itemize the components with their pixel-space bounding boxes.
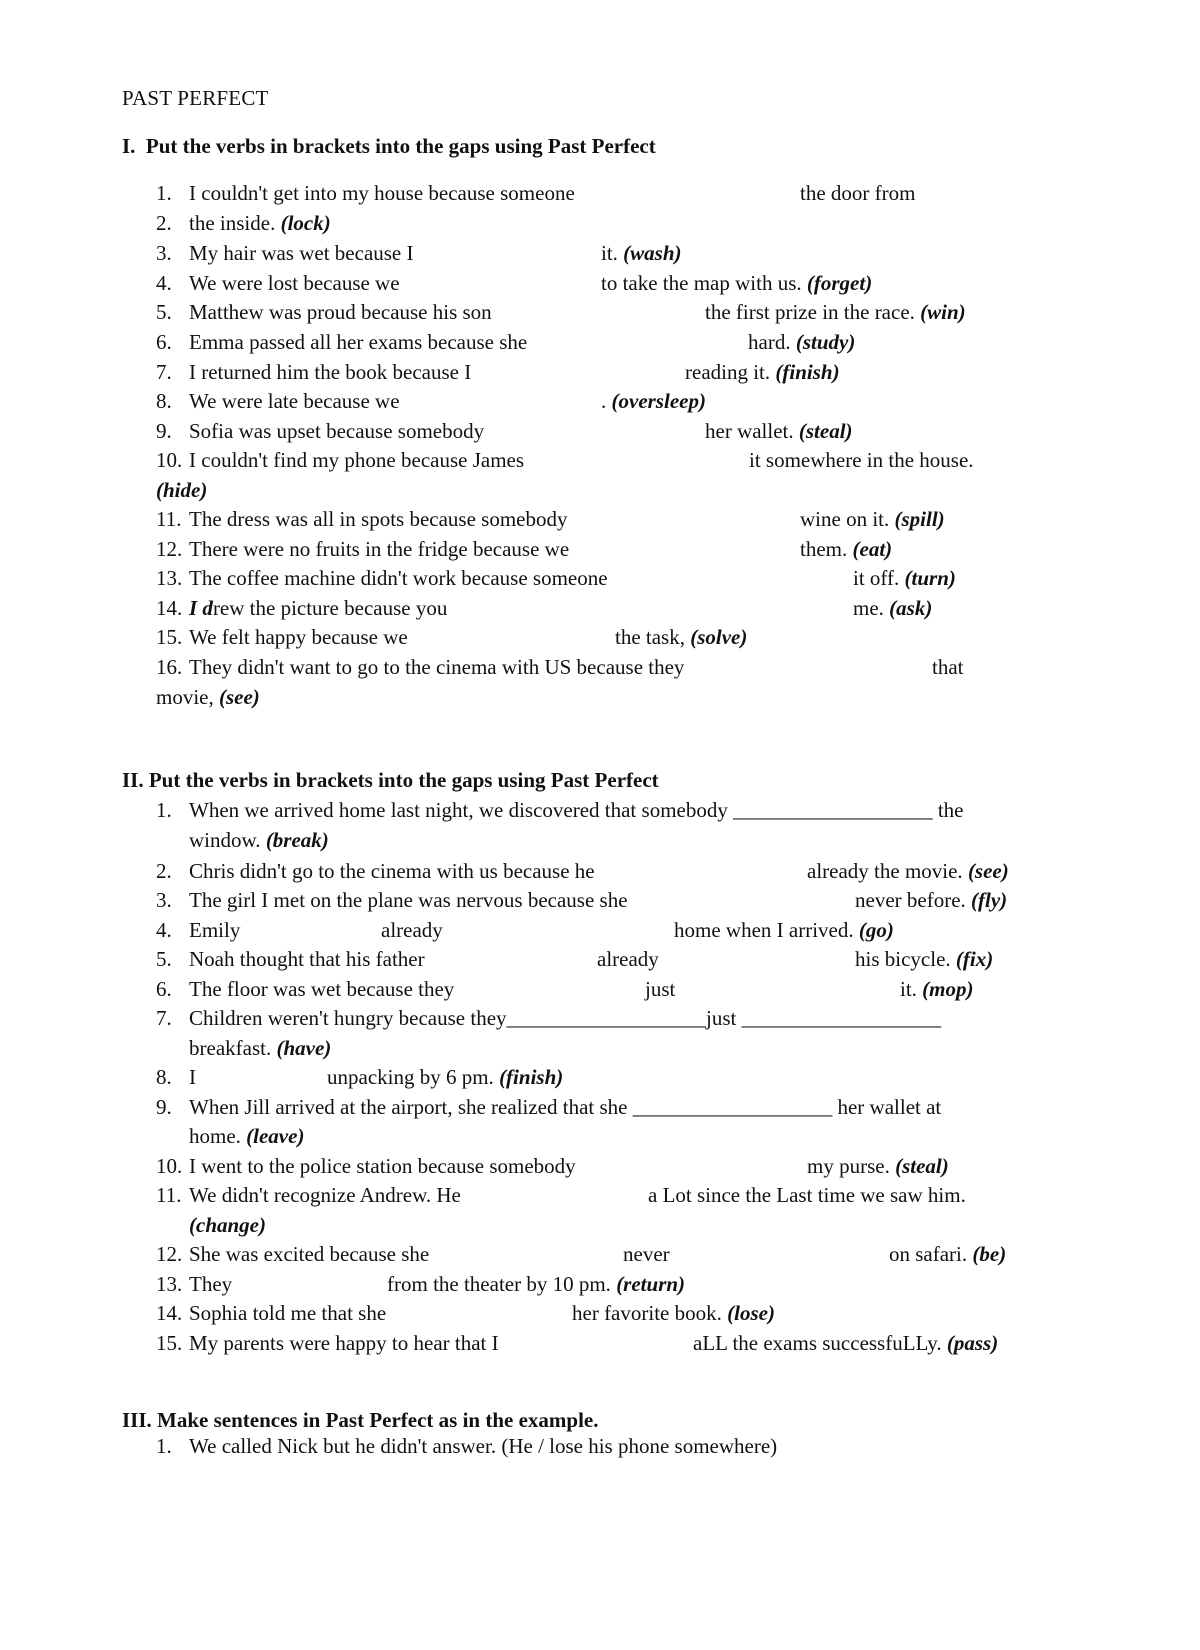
item-line	[889, 1241, 1006, 1267]
verb-hint: (finish)	[499, 1065, 564, 1089]
item-number: 11.	[156, 1183, 182, 1207]
verb-hint: (turn)	[904, 566, 956, 590]
verb-hint: (go)	[858, 918, 894, 942]
item-number: 4.	[156, 918, 172, 942]
item-text: When we arrived home last night, we discovered that somebody ___________________ the	[189, 798, 964, 822]
item-text: Emma passed all her exams because she	[189, 330, 528, 354]
item-text-continued: breakfast.	[189, 1036, 272, 1060]
item-text-after-gap: reading it.	[685, 360, 771, 384]
verb-hint: (win)	[920, 300, 966, 324]
item-text: There were no fruits in the fridge because we	[189, 537, 570, 561]
item-number: 7.	[156, 360, 172, 384]
item-line	[156, 684, 260, 710]
section-3-heading: III. Make sentences in Past Perfect as in the example.	[122, 1408, 599, 1432]
verb-hint: (pass)	[946, 1331, 999, 1355]
item-text: She was excited because she	[189, 1242, 430, 1266]
verb-hint: (steal)	[798, 419, 853, 443]
verb-hint: (oversleep)	[611, 389, 706, 413]
item-text-after-gap: it.	[900, 977, 917, 1001]
item-text-after-gap: the door from	[800, 181, 916, 205]
section-2-heading: II. Put the verbs in brackets into the gaps using Past Perfect	[122, 768, 659, 792]
item-text: My parents were happy to hear that I	[189, 1331, 499, 1355]
verb-hint: (study)	[795, 330, 856, 354]
verb-hint: (be)	[972, 1242, 1007, 1266]
item-number: 13.	[156, 1272, 183, 1296]
item-text: We felt happy because we	[189, 625, 408, 649]
item-text: the inside.	[189, 211, 276, 235]
item-number: 3.	[156, 888, 172, 912]
verb-hint: (lose)	[727, 1301, 775, 1325]
verb-hint: (see)	[219, 685, 260, 709]
item-number: 14.	[156, 596, 183, 620]
item-text-after-gap: on safari.	[889, 1242, 968, 1266]
item-line	[853, 595, 932, 621]
item-text: We were late because we	[189, 389, 400, 413]
item-text: rew the picture because you	[212, 596, 448, 620]
item-number: 8.	[156, 389, 172, 413]
item-text-middle: already	[597, 947, 659, 971]
item-line	[748, 329, 855, 355]
verb-hint: (forget)	[806, 271, 873, 295]
item-number: 14.	[156, 1301, 183, 1325]
item-text-after-gap: her favorite book.	[572, 1301, 722, 1325]
item-line	[189, 1035, 331, 1061]
verb-hint: (change)	[189, 1213, 266, 1237]
item-text: We called Nick but he didn't answer. (He / lose his phone somewhere)	[189, 1434, 778, 1458]
item-line	[705, 299, 966, 325]
item-text: Matthew was proud because his son	[189, 300, 492, 324]
verb-hint: (break)	[265, 828, 329, 852]
item-number: 5.	[156, 300, 172, 324]
item-number: 6.	[156, 977, 172, 1001]
item-line	[853, 565, 956, 591]
verb-hint: (spill)	[894, 507, 945, 531]
item-line	[807, 1153, 949, 1179]
item-number: 9.	[156, 419, 172, 443]
item-text-after-gap: hard.	[748, 330, 791, 354]
item-text-after-gap: unpacking by 6 pm.	[327, 1065, 494, 1089]
item-text-after-gap: it somewhere in the house.	[749, 448, 974, 472]
item-text-after-gap: never before.	[855, 888, 966, 912]
item-text-after-gap: home when I arrived.	[674, 918, 854, 942]
item-text-middle: already	[381, 918, 443, 942]
item-text-after-gap: from the theater by 10 pm.	[387, 1272, 611, 1296]
item-text: Children weren't hungry because they___________________just ___________________	[189, 1006, 942, 1030]
item-line	[615, 624, 747, 650]
item-text: I returned him the book because I	[189, 360, 472, 384]
item-text: Sophia told me that she	[189, 1301, 387, 1325]
item-text: The dress was all in spots because somebody	[189, 507, 568, 531]
page-title: PAST PERFECT	[122, 86, 269, 110]
verb-hint: (return)	[616, 1272, 686, 1296]
item-text: I went to the police station because somebody	[189, 1154, 576, 1178]
item-number: 9.	[156, 1095, 172, 1119]
item-text-after-gap: that	[932, 655, 964, 679]
item-text: We didn't recognize Andrew. He	[189, 1183, 461, 1207]
item-line	[900, 976, 974, 1002]
item-text: My hair was wet because I	[189, 241, 414, 265]
item-text-after-gap: them.	[800, 537, 848, 561]
item-text-after-gap: the first prize in the race.	[705, 300, 915, 324]
section-1-heading: I. Put the verbs in brackets into the gaps using Past Perfect	[122, 134, 656, 158]
verb-hint: (solve)	[690, 625, 748, 649]
item-text: We were lost because we	[189, 271, 400, 295]
item-text-middle: just	[645, 977, 676, 1001]
verb-hint: (have)	[276, 1036, 332, 1060]
verb-hint: (finish)	[775, 360, 840, 384]
item-text-after-gap: a Lot since the Last time we saw him.	[648, 1183, 966, 1207]
verb-hint: (steal)	[895, 1154, 949, 1178]
item-line	[705, 418, 853, 444]
item-line	[601, 240, 682, 266]
item-number: 2.	[156, 211, 172, 235]
item-number: 13.	[156, 566, 183, 590]
item-number: 16.	[156, 655, 183, 679]
verb-hint: (fix)	[955, 947, 994, 971]
item-text-after-gap: it.	[601, 241, 618, 265]
item-number: 8.	[156, 1065, 172, 1089]
verb-hint: (ask)	[889, 596, 933, 620]
item-line	[601, 388, 706, 414]
item-line	[189, 210, 331, 236]
item-line	[693, 1330, 998, 1356]
verb-hint: (hide)	[156, 478, 208, 502]
item-line	[189, 827, 329, 853]
item-text-after-gap: aLL the exams successfuLLy.	[693, 1331, 942, 1355]
item-number: 6.	[156, 330, 172, 354]
item-text-after-gap: my purse.	[807, 1154, 890, 1178]
item-text: The coffee machine didn't work because someone	[189, 566, 608, 590]
verb-hint: (lock)	[280, 211, 331, 235]
item-number: 15.	[156, 1331, 183, 1355]
item-text: The floor was wet because they	[189, 977, 455, 1001]
item-number: 10.	[156, 1154, 183, 1178]
item-number: 10.	[156, 448, 183, 472]
item-line	[800, 536, 892, 562]
item-text-continued: window.	[189, 828, 261, 852]
item-text: I couldn't get into my house because someone	[189, 181, 575, 205]
item-text-after-gap: his bicycle.	[855, 947, 951, 971]
item-text: The girl I met on the plane was nervous because she	[189, 888, 628, 912]
item-text-middle: never	[623, 1242, 670, 1266]
item-line	[685, 359, 840, 385]
item-text-after-gap: it off.	[853, 566, 900, 590]
item-text-emphasis: I d	[189, 596, 213, 620]
item-line	[800, 506, 945, 532]
item-text-after-gap: to take the map with us.	[601, 271, 802, 295]
item-text: They didn't want to go to the cinema with US because they	[189, 655, 685, 679]
item-number: 1.	[156, 181, 172, 205]
verb-hint: (eat)	[852, 537, 893, 561]
item-text-after-gap: already the movie.	[807, 859, 963, 883]
item-line	[807, 858, 1009, 884]
item-text-after-gap: the task,	[615, 625, 685, 649]
item-number: 3.	[156, 241, 172, 265]
item-text-after-gap: .	[601, 389, 607, 413]
item-number: 2.	[156, 859, 172, 883]
item-text: I	[189, 1065, 196, 1089]
item-text: Noah thought that his father	[189, 947, 425, 971]
verb-hint: (mop)	[922, 977, 974, 1001]
item-line	[189, 595, 447, 621]
item-line	[189, 1123, 304, 1149]
item-number: 15.	[156, 625, 183, 649]
item-text: They	[189, 1272, 233, 1296]
item-number: 12.	[156, 1242, 183, 1266]
item-text: I couldn't find my phone because James	[189, 448, 525, 472]
item-text: When Jill arrived at the airport, she realized that she ___________________ her wallet at	[189, 1095, 942, 1119]
item-line	[855, 887, 1007, 913]
item-text: Emily	[189, 918, 241, 942]
item-line	[572, 1300, 775, 1326]
verb-hint: (wash)	[623, 241, 682, 265]
item-text-continued: home.	[189, 1124, 241, 1148]
item-line	[387, 1271, 685, 1297]
item-text-after-gap: wine on it.	[800, 507, 890, 531]
item-text-after-gap: me.	[853, 596, 884, 620]
item-number: 5.	[156, 947, 172, 971]
item-text-continued: movie,	[156, 685, 214, 709]
item-number: 12.	[156, 537, 183, 561]
item-line	[674, 917, 894, 943]
item-line	[601, 270, 872, 296]
item-number: 4.	[156, 271, 172, 295]
item-line	[855, 946, 993, 972]
item-line	[327, 1064, 563, 1090]
item-text-after-gap: her wallet.	[705, 419, 794, 443]
item-number: 11.	[156, 507, 182, 531]
item-text: Chris didn't go to the cinema with us because he	[189, 859, 595, 883]
item-number: 1.	[156, 798, 172, 822]
verb-hint: (see)	[967, 859, 1009, 883]
item-text: Sofia was upset because somebody	[189, 419, 485, 443]
verb-hint: (fly)	[971, 888, 1008, 912]
verb-hint: (leave)	[246, 1124, 305, 1148]
item-number: 7.	[156, 1006, 172, 1030]
item-number: 1.	[156, 1434, 172, 1458]
